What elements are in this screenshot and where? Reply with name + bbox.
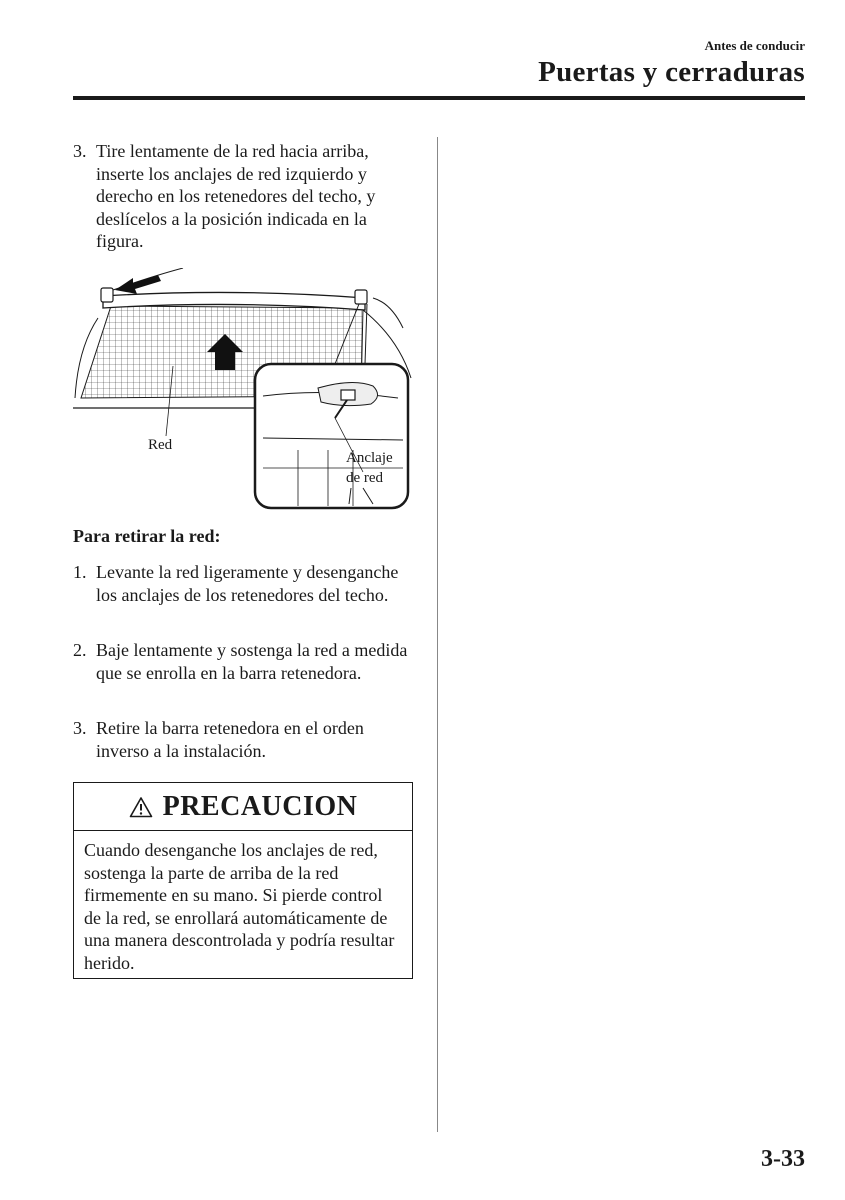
removal-step-1 [73, 561, 418, 606]
header-rule [73, 96, 805, 100]
step-text: Tire lentamente de la red hacia arriba, inserte los anclajes de red izquierdo y derecho en los retenedores del techo, y deslícelos a la posición indicada en la figura. [96, 141, 376, 251]
caution-title: PRECAUCION [162, 790, 358, 822]
caution-header [74, 783, 412, 831]
step-number: 2. [73, 640, 87, 660]
label-net-anchor-line2: de red [346, 470, 384, 486]
cargo-net-illustration [73, 268, 413, 514]
step-number: 3. [73, 718, 87, 738]
label-net: Red [148, 437, 173, 453]
step-number: 1. [73, 562, 87, 582]
caution-box [73, 782, 413, 979]
removal-heading: Para retirar la red: [73, 526, 221, 546]
step-text: Baje lentamente y sostenga la red a medida que se enrolla en la barra retenedora. [96, 640, 408, 683]
caution-text: Cuando desenganche los anclajes de red, sostenga la parte de arriba de la red firmemente en su mano. Si pierde control de la red, se enrollará automáticamente de una manera descontrolada y podría resultar herido. [84, 840, 395, 973]
header-section-label: Antes de conducir [704, 38, 805, 53]
step-text: Levante la red ligeramente y desenganche los anclajes de los retenedores del techo. [96, 562, 399, 605]
removal-step-2 [73, 639, 418, 684]
page-title: Puertas y cerraduras [538, 56, 805, 88]
step-text: Retire la barra retenedora en el orden inverso a la instalación. [96, 718, 364, 761]
removal-step-3 [73, 717, 418, 762]
install-step-3 [73, 140, 418, 253]
column-divider [437, 137, 438, 1132]
page-number: 3-33 [761, 1146, 805, 1172]
label-net-anchor-line1: Anclaje [346, 450, 393, 466]
warning-triangle-icon [129, 796, 153, 818]
step-number: 3. [73, 141, 87, 161]
